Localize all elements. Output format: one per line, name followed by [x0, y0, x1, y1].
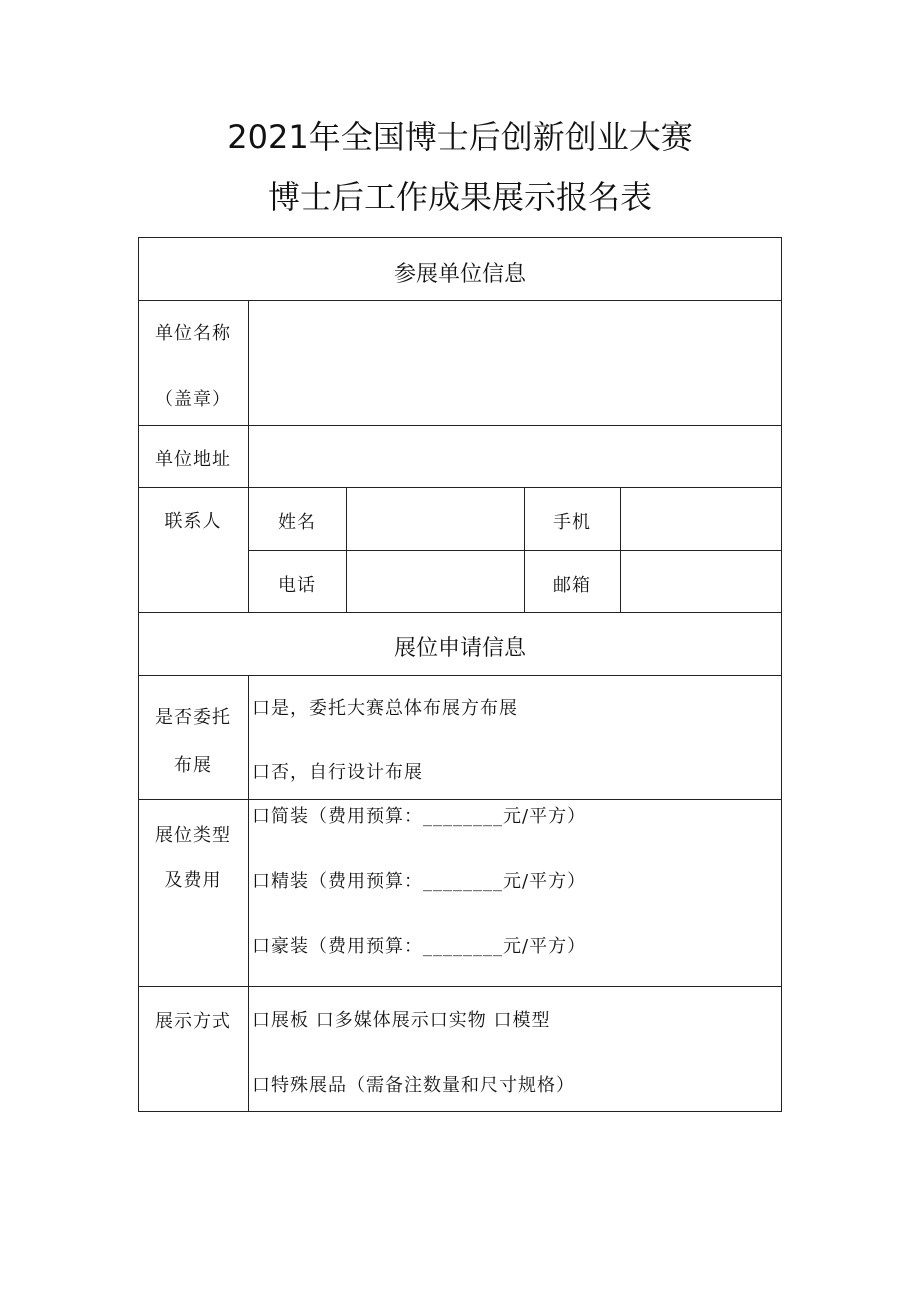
- table-border-top: [138, 237, 782, 238]
- section-heading-booth-application: 展位申请信息: [393, 636, 526, 661]
- entrust-yes-option[interactable]: 口是，委托大赛总体布展方布展: [252, 698, 518, 719]
- seal-label: （盖章）: [155, 389, 231, 410]
- unit-name-field[interactable]: [249, 301, 781, 425]
- row-divider: [138, 799, 782, 800]
- column-divider: [248, 675, 249, 1112]
- registration-form-table: [138, 237, 782, 1112]
- unit-address-field[interactable]: [249, 426, 781, 487]
- name-field[interactable]: [347, 488, 524, 550]
- table-border-right: [781, 237, 782, 1112]
- section-heading-exhibitor-info: 参展单位信息: [393, 262, 526, 287]
- display-special-option[interactable]: 口特殊展品（需备注数量和尺寸规格）: [252, 1075, 575, 1096]
- name-label: 姓名: [278, 512, 316, 533]
- entrust-label-line1: 是否委托: [155, 707, 231, 728]
- contact-person-label: 联系人: [164, 511, 222, 532]
- entrust-label-line2: 布展: [174, 755, 212, 776]
- display-method-label: 展示方式: [155, 1011, 231, 1032]
- phone-field[interactable]: [347, 551, 524, 612]
- row-divider: [138, 675, 782, 676]
- form-title-line1: 2021年全国博士后创新创业大赛: [227, 118, 693, 156]
- booth-luxury-option[interactable]: 口豪装（费用预算：________元/平方）: [252, 936, 587, 957]
- booth-type-label-line1: 展位类型: [155, 825, 231, 846]
- unit-address-label: 单位地址: [155, 449, 231, 470]
- mobile-field[interactable]: [621, 488, 781, 550]
- email-label: 邮箱: [553, 575, 591, 596]
- entrust-no-option[interactable]: 口否，自行设计布展: [252, 762, 423, 783]
- display-options[interactable]: 口展板 口多媒体展示口实物 口模型: [252, 1010, 551, 1031]
- form-title-line2: 博士后工作成果展示报名表: [267, 178, 652, 216]
- table-border-left: [138, 237, 139, 1112]
- booth-fine-option[interactable]: 口精装（费用预算：________元/平方）: [252, 871, 587, 892]
- table-border-bottom: [138, 1111, 782, 1112]
- unit-name-label: 单位名称: [155, 323, 231, 344]
- email-field[interactable]: [621, 551, 781, 612]
- booth-type-label-line2: 及费用: [164, 870, 222, 891]
- row-divider: [138, 986, 782, 987]
- booth-simple-option[interactable]: 口简装（费用预算：________元/平方）: [252, 806, 587, 827]
- mobile-label: 手机: [553, 512, 591, 533]
- row-divider: [138, 612, 782, 613]
- phone-label: 电话: [278, 575, 316, 596]
